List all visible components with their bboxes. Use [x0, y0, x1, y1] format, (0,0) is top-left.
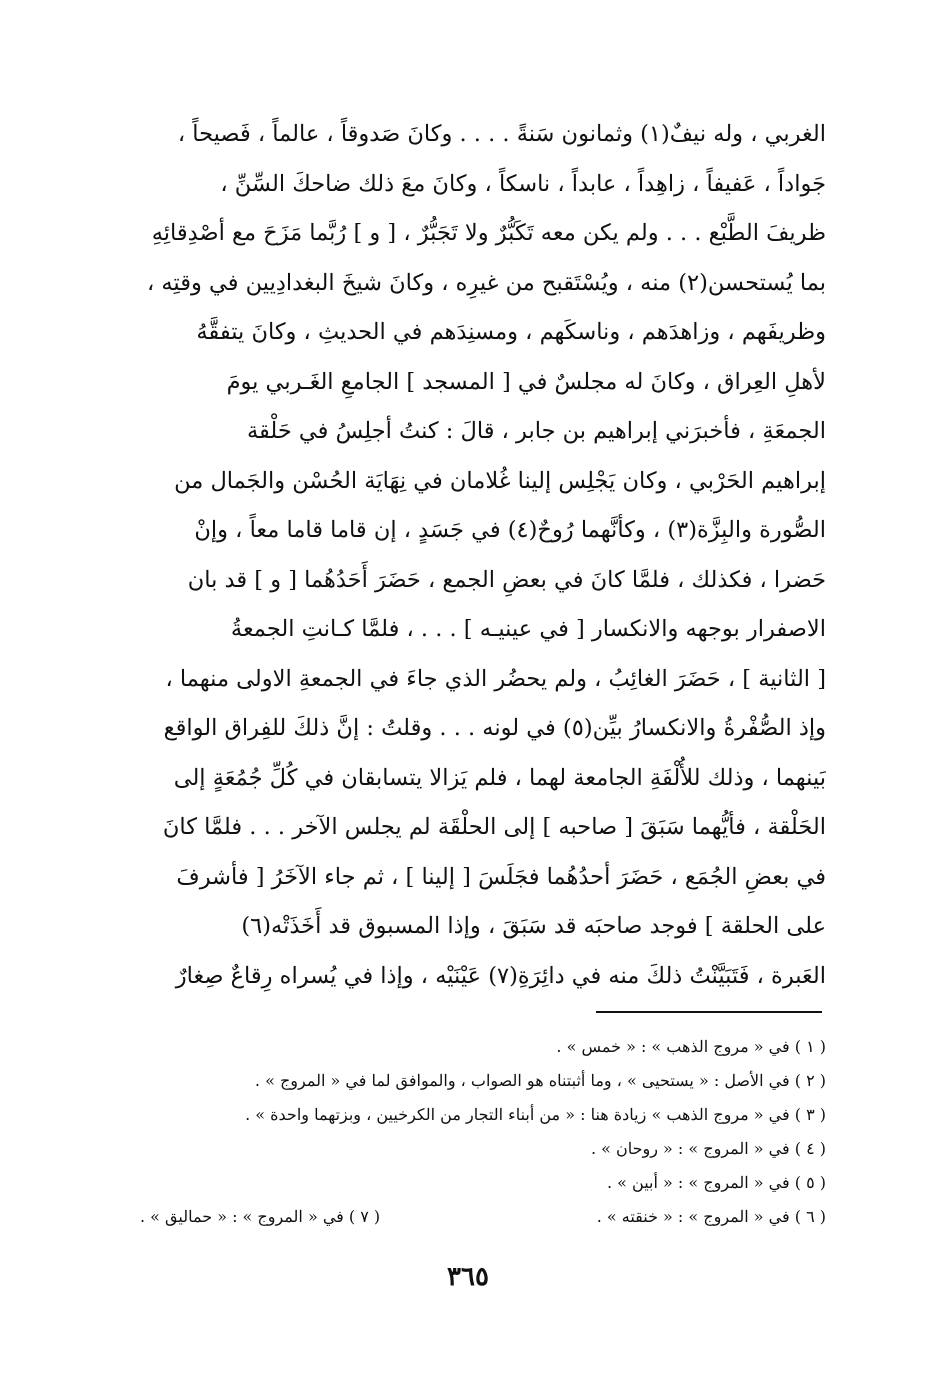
text-line: الاصفرار بوجهه والانكسار [ في عينيـه ] . . . ، فلمَّا كـانتِ الجمعةُ	[230, 616, 826, 642]
footnote-separator	[596, 1011, 822, 1013]
text-line: الحَلْقة ، فأيُّهما سَبَقَ [ صاحبه ] إلى الحلْقَة لم يجلس الآخر . . . فلمَّا كانَ	[162, 814, 826, 840]
text-line: وإذ الصُّفْرةُ والانكسارُ بيِّن(٥) في لونه . . . وقلتُ : إنَّ ذلكَ للفِراق الواقع	[163, 715, 826, 741]
footnote: ( ٣ ) في « مروج الذهب » زيادة هنا : « من أبناء التجار من الكرخيين ، وبزتهما واحدة » .	[245, 1105, 826, 1124]
text-line: وظريفَهم ، وزاهدَهم ، وناسكَهم ، ومسنِدَهم في الحديثِ ، وكانَ يتفقَّهُ	[196, 319, 826, 345]
text-line: بما يُستحسن(٢) منه ، ويُسْتَقبح من غيرِه ، وكانَ شيخَ البغدادِيين في وقتِه ،	[146, 269, 826, 296]
text-line: ظريفَ الطَّبْع . . . ولم يكن معه تَكَبُّرٌ ولا تَجَبُّرٌ ، [ و ] رُبَّما مَزَحَ مع أصْدِقائِهِ	[151, 220, 826, 246]
text-line: [ الثانية ] ، حَضَرَ الغائِبُ ، ولم يحضُر الذي جاءَ في الجمعةِ الاولى منهما ،	[165, 665, 826, 692]
footnote: ( ٥ ) في « المروج » : « أبين » .	[607, 1173, 826, 1192]
text-line: في بعضِ الجُمَع ، حَضَرَ أحدُهُما فجَلَسَ [ إلينا ] ، ثم جاء الآخَرُ [ فأشرفَ	[176, 863, 826, 890]
text-line: على الحلقة ] فوجد صاحبَه قد سَبَقَ ، وإذا المسبوق قد أَخَذَتْه(٦)	[241, 913, 826, 939]
footnotes	[140, 1030, 826, 1234]
page-number: ٣٦٥	[447, 1262, 489, 1292]
text-line: الغربي ، وله نيفٌ(١) وثمانون سَنةً . . . . وكانَ صَدوقاً ، عالماً ، فَصيحاً ،	[177, 121, 826, 147]
footnote: ( ٤ ) في « المروج » : « روحان » .	[590, 1139, 826, 1158]
text-line: إبراهيم الحَرْبي ، وكان يَجْلِس إلينا غُلامان في نِهَايَة الحُسْن والجَمال من	[174, 467, 826, 494]
footnote: ( ٢ ) في الأصل : « يستحيى » ، وما أثبتناه هو الصواب ، والموافق لما في « المروج » .	[254, 1071, 826, 1090]
footnote: ( ٧ ) في « المروج » : « حماليق » .	[140, 1207, 381, 1226]
footnote-row-last	[140, 1200, 826, 1234]
footnote: ( ١ ) في « مروج الذهب » : « خمس » .	[556, 1037, 826, 1056]
main-text	[130, 110, 826, 1001]
text-line: الجمعَةِ ، فأخبرَني إبراهيم بن جابر ، قالَ : كنتُ أجلِسُ في حَلْقة	[246, 418, 826, 444]
text-line: جَواداً ، عَفيفاً ، زاهِداً ، عابداً ، ناسكاً ، وكانَ معَ ذلك ضاحكَ السِّنِّ ،	[220, 170, 826, 197]
text-line: الصُّورة والبِزَّة(٣) ، وكأنَّهما رُوحٌ(٤) في جَسَدٍ ، إن قاما قاما معاً ، وإنْ	[194, 517, 826, 543]
footnote: ( ٦ ) في « المروج » : « خنقته » .	[596, 1207, 826, 1226]
text-line: بَينهما ، وذلك للأُلْفَةِ الجامعة لهما ، فلم يَزالا يتسابقان في كُلِّ جُمُعَةٍ إلى	[173, 764, 826, 791]
text-line: حَضرا ، فكذلك ، فلمَّا كانَ في بعضِ الجمع ، حَضَرَ أَحَدُهُما [ و ] قد بان	[187, 566, 826, 593]
text-line: العَبرة ، فَتَبَيَّنْتُ ذلكَ منه في دائِرَةِ(٧) عَيْنَيْه ، وإذا في يُسراه رِقاعٌ صِغارٌ	[175, 962, 826, 989]
text-line: لأهلِ العِراق ، وكانَ له مجلسٌ في [ المسجد ] الجامعِ الغَـربي يومَ	[226, 368, 826, 395]
